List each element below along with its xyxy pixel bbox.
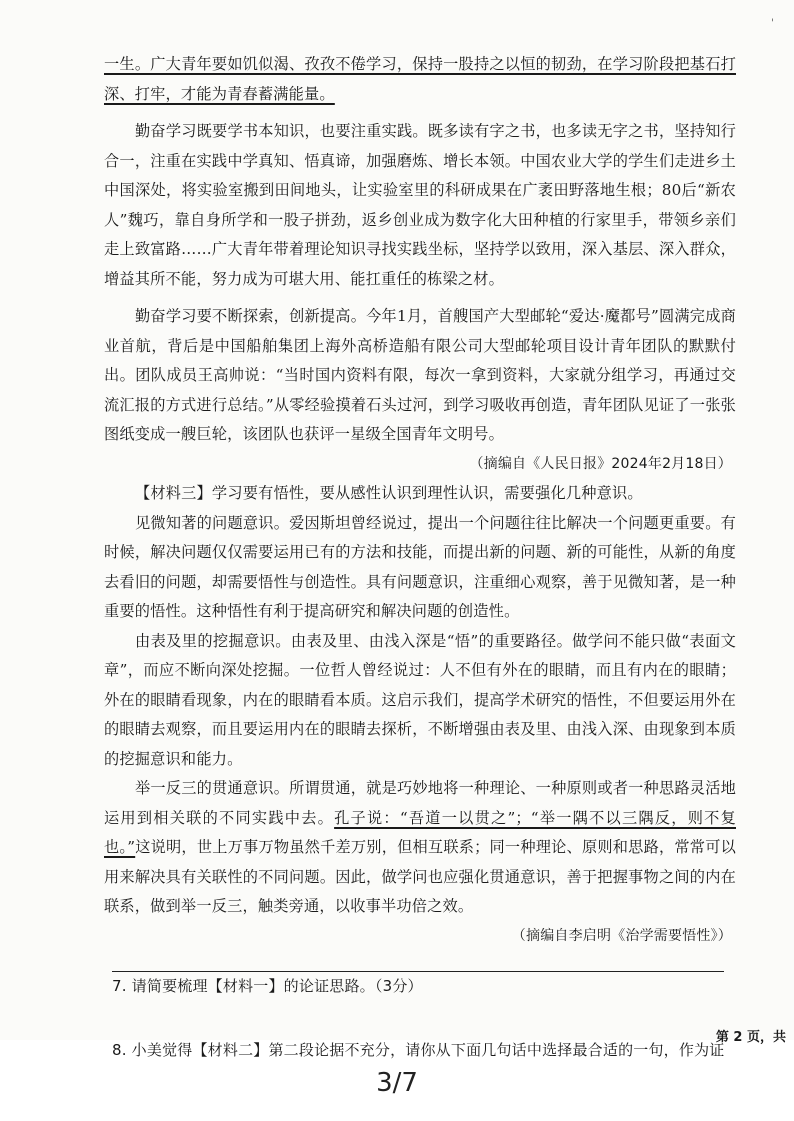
question-8: 8. 小美觉得【材料二】第二段论据不充分，请你从下面几句话中选择最合适的一句，作为证 — [112, 1041, 725, 1059]
source-note-material-3: （摘编自李启明《治学需要悟性》） — [511, 927, 732, 944]
answer-line — [112, 971, 724, 972]
paragraph-text: 这说明，世上万事万物虽然千差万别，但相互联系；同一种理论、原则和思路，常常可以用来解决具有关联性的不同问题。因此，做学问也应强化贯通意识，善于把握事物之间的内在联系，做到举一反三，触类旁通，以收事半功倍之效。 — [104, 838, 736, 915]
question-7: 7. 请简要梳理【材料一】的论证思路。（3分） — [112, 977, 423, 995]
corner-mark: ' — [771, 18, 774, 29]
material-3-heading: 【材料三】学习要有悟性，要从感性认识到理性认识，需要强化几种意识。 — [135, 484, 643, 502]
paragraph-connection-awareness — [104, 774, 736, 922]
paragraph-innovation: 勤奋学习要不断探索，创新提高。今年1月，首艘国产大型邮轮“爱达·魔都号”圆满完成商业首航，背后是中国船舶集团上海外高桥造船有限公司大型邮轮项目设计青年团队的默默付出。团队成员王高帅说：“当时国内资料有限，每次一拿到资料，大家就分组学习，再通过交流汇报的方式进行总结。”从零经验摸着石头过河，到学习吸收再创造，青年团队见证了一张张图纸变成一艘巨轮，该团队也获评一星级全国青年文明号。 — [104, 307, 736, 443]
paragraph-practice: 勤奋学习既要学书本知识，也要注重实践。既多读有字之书，也多读无字之书，坚持知行合一，注重在实践中学真知、悟真谛，加强磨炼、增长本领。中国农业大学的学生们走进乡土中国深处，将实验室搬到田间地头，让实验室里的科研成果在广袤田野落地生根；80后“新农人”魏巧，靠自身所学和一股子拼劲，返乡创业成为数字化大田种植的行家里手，带领乡亲们走上致富路……广大青年带着理论知识寻找实践坐标，坚持学以致用，深入基层、深入群众，增益其所不能，努力成为可堪大用、能扛重任的栋梁之材。 — [104, 122, 736, 288]
source-note-material-2: （摘编自《人民日报》2024年2月18日） — [469, 455, 732, 472]
page-number-label: 第 2 页，共 — [715, 1030, 786, 1045]
page-counter: 3/7 — [376, 1068, 418, 1098]
paragraph-continuation — [104, 50, 736, 109]
paragraph-digging-awareness: 由表及里的挖掘意识。由表及里、由浅入深是“悟”的重要路径。做学问不能只做“表面文章”，而应不断向深处挖掘。一位哲人曾经说过：人不但有外在的眼睛，而且有内在的眼睛；外在的眼睛看现象，内在的眼睛看本质。这启示我们，提高学术研究的悟性，不但要运用外在的眼睛去观察，而且要运用内在的眼睛去探析，不断增强由表及里、由浅入深、由现象到本质的挖掘意识和能力。 — [104, 631, 736, 768]
paragraph-problem-awareness: 见微知著的问题意识。爱因斯坦曾经说过，提出一个问题往往比解决一个问题更重要。有时候，解决问题仅仅需要运用已有的方法和技能，而提出新的问题、新的可能性，从新的角度去看旧的问题，却需要悟性与创造性。具有问题意识，注重细心观察，善于见微知著，是一种重要的悟性。这种悟性有利于提高研究和解决问题的创造性。 — [104, 513, 736, 620]
underlined-text: 一生。广大青年要如饥似渴、孜孜不倦学习，保持一股持之以恒的韧劲，在学习阶段把基石打深、打牢，才能为青春蓄满能量。 — [104, 55, 736, 103]
document-body — [104, 50, 736, 1063]
paragraph-text: 举一反三的贯通意识。所谓贯通，就是巧妙地将一种理论、一种原则或者一种思路灵活地运用到相关联的不同实践中去。 — [104, 779, 736, 827]
underlined-quote: 孔子说：“吾道一以贯之”；“举一隅不以三隅反，则不复也。” — [104, 808, 736, 856]
